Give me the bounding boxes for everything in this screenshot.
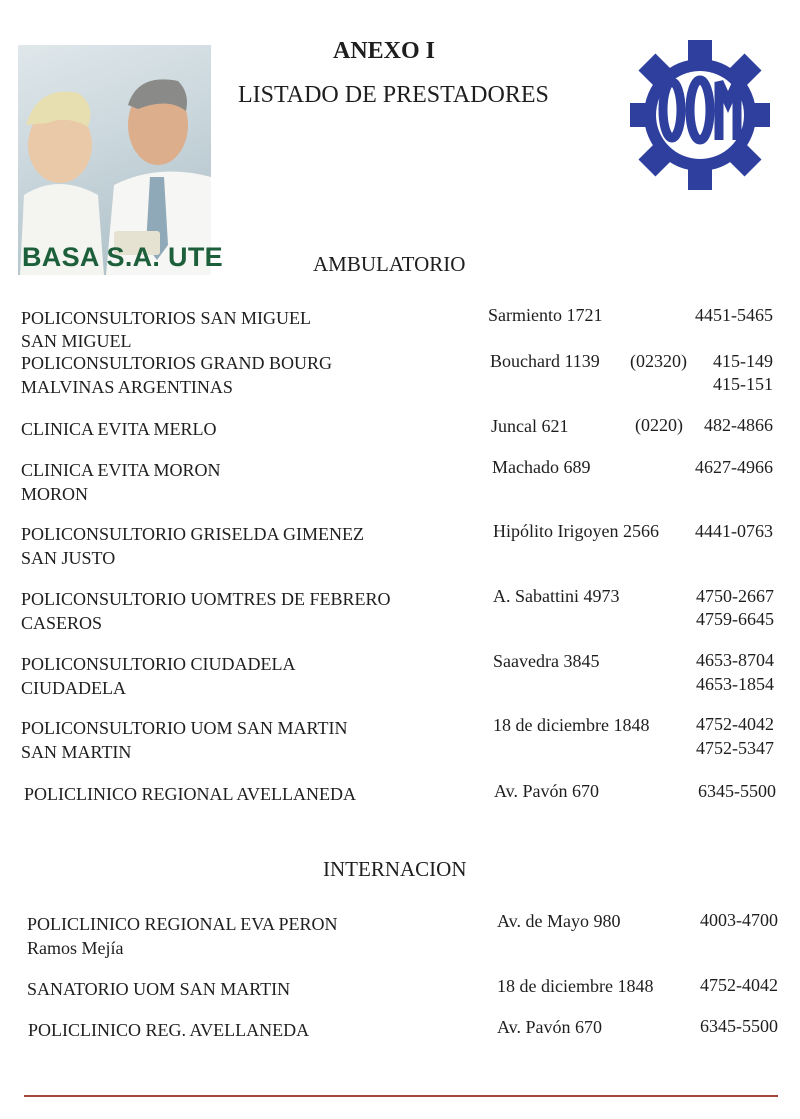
doctor-and-nurse-illustration — [18, 45, 211, 275]
provider-phone: 4752-5347 — [696, 738, 774, 758]
provider-name: POLICONSULTORIOS GRAND BOURG — [21, 353, 333, 373]
annex-title: ANEXO I — [333, 38, 436, 64]
provider-phone: 4653-1854 — [696, 674, 774, 694]
provider-phone: 4653-8704 — [696, 650, 774, 670]
uom-logo — [630, 40, 770, 190]
provider-phone: 4451-5465 — [695, 305, 773, 325]
provider-area-code: (02320) — [630, 351, 687, 371]
provider-name: SANATORIO UOM SAN MARTIN — [27, 979, 291, 999]
header-photo — [18, 45, 211, 275]
provider-city: SAN MIGUEL — [21, 331, 132, 351]
page-title: LISTADO DE PRESTADORES — [238, 82, 549, 108]
provider-address: Hipólito Irigoyen 2566 — [493, 521, 659, 541]
provider-city: SAN JUSTO — [21, 548, 116, 568]
basa-logo-text: BASA S.A. UTE — [22, 242, 223, 272]
provider-name: POLICONSULTORIO CIUDADELA — [21, 654, 296, 674]
footer-divider — [24, 1095, 778, 1097]
section-title-ambulatorio: AMBULATORIO — [313, 252, 466, 276]
provider-address: 18 de diciembre 1848 — [493, 715, 650, 735]
provider-name: POLICLINICO REGIONAL AVELLANEDA — [24, 784, 356, 804]
provider-city: MORON — [21, 484, 89, 504]
provider-city: Ramos Mejía — [27, 938, 124, 958]
provider-phone: 4752-4042 — [696, 714, 774, 734]
provider-name: POLICONSULTORIO UOMTRES DE FEBRERO — [21, 589, 391, 609]
provider-phone: 4752-4042 — [700, 975, 778, 995]
provider-address: Saavedra 3845 — [493, 651, 600, 671]
provider-name: CLINICA EVITA MORON — [21, 460, 221, 480]
provider-address: Av. Pavón 670 — [494, 781, 599, 801]
provider-name: POLICONSULTORIO GRISELDA GIMENEZ — [21, 524, 365, 544]
provider-phone: 4003-4700 — [700, 910, 778, 930]
provider-phone: 4750-2667 — [696, 586, 774, 606]
gear-icon — [630, 40, 770, 190]
provider-address: Av. Pavón 670 — [497, 1017, 602, 1037]
provider-phone: 4627-4966 — [695, 457, 773, 477]
section-title-internacion: INTERNACION — [323, 857, 467, 881]
provider-area-code: (0220) — [635, 415, 683, 435]
provider-phone: 415-149 — [713, 351, 773, 371]
provider-phone: 4759-6645 — [696, 609, 774, 629]
provider-address: Bouchard 1139 — [490, 351, 600, 371]
provider-address: 18 de diciembre 1848 — [497, 976, 654, 996]
provider-address: Machado 689 — [492, 457, 591, 477]
provider-city: SAN MARTIN — [21, 742, 132, 762]
provider-city: CIUDADELA — [21, 678, 126, 698]
provider-name: POLICONSULTORIOS SAN MIGUEL — [21, 308, 312, 328]
provider-address: Av. de Mayo 980 — [497, 911, 621, 931]
provider-phone: 6345-5500 — [698, 781, 776, 801]
provider-city: CASEROS — [21, 613, 103, 633]
provider-name: CLINICA EVITA MERLO — [21, 419, 217, 439]
provider-phone: 482-4866 — [704, 415, 773, 435]
provider-address: A. Sabattini 4973 — [493, 586, 620, 606]
provider-phone: 415-151 — [713, 374, 773, 394]
provider-phone: 4441-0763 — [695, 521, 773, 541]
provider-name: POLICLINICO REGIONAL EVA PERON — [27, 914, 338, 934]
provider-address: Sarmiento 1721 — [488, 305, 603, 325]
provider-phone: 6345-5500 — [700, 1016, 778, 1036]
provider-address: Juncal 621 — [491, 416, 569, 436]
provider-name: POLICONSULTORIO UOM SAN MARTIN — [21, 718, 348, 738]
provider-city: MALVINAS ARGENTINAS — [21, 377, 233, 397]
provider-name: POLICLINICO REG. AVELLANEDA — [28, 1020, 310, 1040]
